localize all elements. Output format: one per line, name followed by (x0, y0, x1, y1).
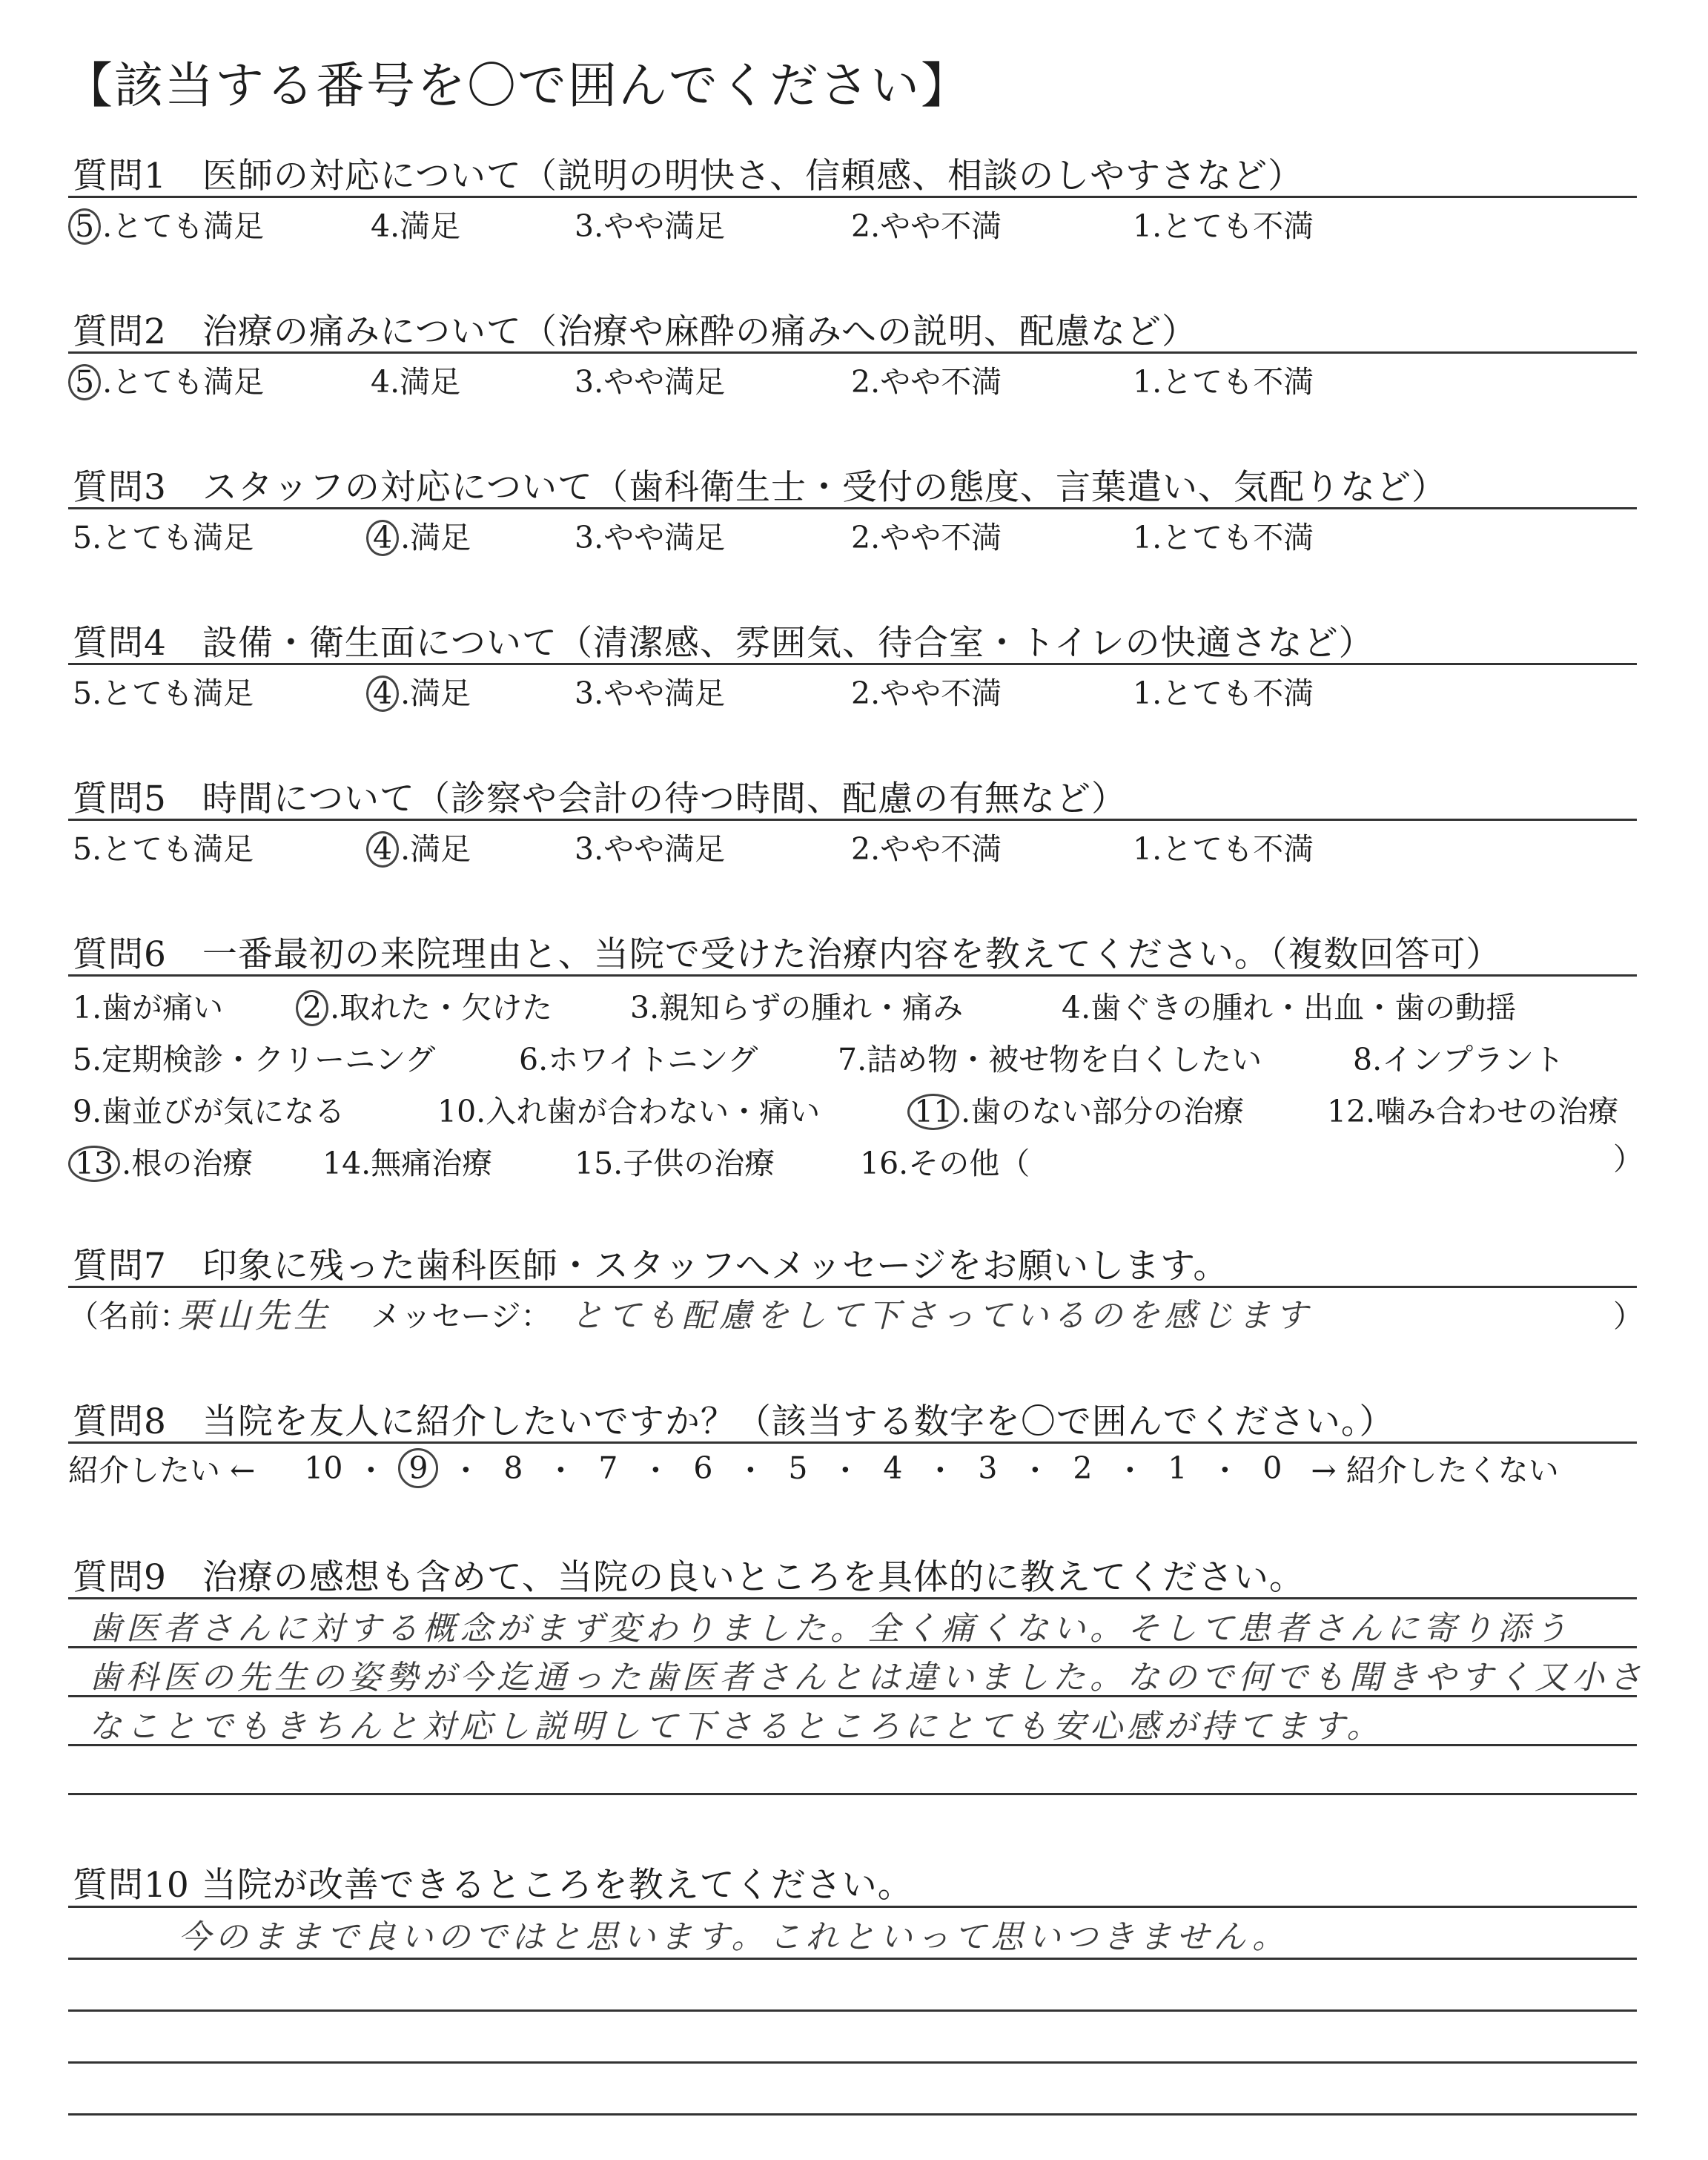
q8-separator: ・ (1209, 1453, 1240, 1488)
q8-scale-value[interactable]: 1 (1168, 1450, 1188, 1486)
q8-scale-value[interactable]: 10 (304, 1450, 343, 1486)
q3-title: 質問3 スタッフの対応について（歯科衛生士・受付の態度、言葉遣い、気配りなど） (73, 467, 1447, 508)
q8-separator: ・ (1114, 1453, 1145, 1488)
option-label: .とても満足 (102, 364, 265, 400)
selected-circle-mark: 4 (366, 676, 399, 712)
q6-option[interactable]: 1.歯が痛い (73, 990, 224, 1025)
q4-rule (68, 663, 1637, 665)
q8-scale-value[interactable]: 8 (503, 1450, 523, 1486)
q9-title: 質問9 治療の感想も含めて、当院の良いところを具体的に教えてください。 (73, 1557, 1305, 1598)
q8-scale-value[interactable]: 6 (693, 1450, 713, 1486)
selected-circle-mark: 4 (366, 831, 399, 868)
selected-circle-mark: 13 (68, 1146, 120, 1182)
q6-option[interactable]: 12.噛み合わせの治療 (1327, 1094, 1619, 1129)
option-label: .満足 (400, 520, 471, 555)
q6-option[interactable]: 4.歯ぐきの腫れ・出血・歯の動揺 (1062, 990, 1517, 1025)
q2-option[interactable]: 1.とても不満 (1133, 364, 1314, 400)
q2-option[interactable]: 2.やや不満 (851, 364, 1002, 400)
q6-option[interactable]: 14.無痛治療 (322, 1146, 493, 1181)
q8-scale-value[interactable]: 3 (978, 1450, 998, 1486)
q1-option[interactable]: 3.やや満足 (575, 208, 726, 244)
q2-title: 質問2 治療の痛みについて（治療や麻酔の痛みへの説明、配慮など） (73, 311, 1198, 352)
q6-option[interactable]: 10.入れ歯が合わない・痛い (437, 1094, 821, 1129)
q5-option[interactable] (371, 825, 471, 868)
q8-scale (68, 1446, 1637, 1490)
q2-option[interactable] (73, 357, 264, 401)
q8-scale-value[interactable]: 7 (598, 1450, 618, 1486)
q9-line-rule (68, 1744, 1637, 1746)
q6-option[interactable]: 9.歯並びが気になる (73, 1094, 345, 1129)
q7-rule (68, 1286, 1637, 1288)
q8-separator: ・ (924, 1453, 956, 1488)
q7-title: 質問7 印象に残った歯科医師・スタッフへメッセージをお願いします。 (73, 1246, 1229, 1287)
q8-scale-value[interactable]: 2 (1073, 1450, 1093, 1486)
q5-rule (68, 819, 1637, 821)
q8-scale-value[interactable]: 4 (883, 1450, 903, 1486)
q8-separator: ・ (735, 1453, 766, 1488)
q7-name-label: （名前： (68, 1298, 190, 1334)
q4-option[interactable]: 2.やや不満 (851, 676, 1002, 711)
option-label: .取れた・欠けた (330, 990, 553, 1025)
q4-option[interactable]: 1.とても不満 (1133, 676, 1314, 711)
q8-right-label: → 紹介したくない (1311, 1453, 1559, 1488)
q1-option[interactable]: 2.やや不満 (851, 208, 1002, 244)
q6-option[interactable]: 7.詰め物・被せ物を白くしたい (838, 1042, 1262, 1077)
q9-answer-line[interactable]: 歯科医の先生の姿勢が今迄通った歯医者さんとは違いました。なので何でも聞きやすく又小さ (89, 1659, 1646, 1697)
q8-separator: ・ (830, 1453, 861, 1488)
q1-rule (68, 196, 1637, 198)
q7-message-value[interactable]: とても配慮をして下さっているのを感じます (571, 1297, 1312, 1335)
q3-option[interactable]: 5.とても満足 (73, 520, 254, 555)
option-label: .歯のない部分の治療 (961, 1094, 1245, 1129)
q9-line-rule (68, 1793, 1637, 1795)
q5-option[interactable]: 1.とても不満 (1133, 831, 1314, 867)
option-label: .根の治療 (122, 1146, 254, 1181)
q4-option[interactable]: 5.とても満足 (73, 676, 254, 711)
q9-answer-line[interactable]: 歯医者さんに対する概念がまず変わりました。全く痛くない。そして患者さんに寄り添う (89, 1610, 1572, 1648)
q8-scale-value[interactable]: 5 (788, 1450, 808, 1486)
option-label: .満足 (400, 676, 471, 711)
q8-left-label: 紹介したい ← (68, 1453, 256, 1488)
q1-option[interactable]: 1.とても不満 (1133, 208, 1314, 244)
q6-title: 質問6 一番最初の来院理由と、当院で受けた治療内容を教えてください。（複数回答可） (73, 934, 1502, 975)
q6-option[interactable]: 3.親知らずの腫れ・痛み (630, 990, 964, 1025)
q9-line-rule (68, 1597, 1637, 1599)
q5-title: 質問5 時間について（診察や会計の待つ時間、配慮の有無など） (73, 779, 1127, 819)
option-label: .満足 (400, 831, 471, 867)
q4-option[interactable] (371, 669, 471, 713)
q4-title: 質問4 設備・衛生面について（清潔感、雰囲気、待合室・トイレの快適さなど） (73, 623, 1374, 664)
page-title: 【該当する番号を〇で囲んでください】 (64, 57, 971, 114)
q3-option[interactable]: 1.とても不満 (1133, 520, 1314, 555)
selected-circle-mark: 4 (366, 520, 399, 556)
q6-option[interactable]: 15.子供の治療 (575, 1146, 775, 1181)
q7-message-label: メッセージ： (371, 1298, 552, 1334)
q1-option[interactable]: 4.満足 (371, 208, 461, 244)
q6-option[interactable] (73, 1139, 253, 1183)
q5-option[interactable]: 3.やや満足 (575, 831, 726, 867)
selected-circle-mark: 5 (68, 208, 101, 245)
selected-circle-mark: 2 (296, 990, 328, 1026)
q5-option[interactable]: 2.やや不満 (851, 831, 1002, 867)
q10-line-rule (68, 1906, 1637, 1908)
q3-option[interactable] (371, 513, 471, 557)
q6-option[interactable]: 16.その他（ (860, 1146, 1030, 1181)
q10-title: 質問10 当院が改善できるところを教えてください。 (73, 1865, 913, 1906)
q6-option[interactable]: 6.ホワイトニング (519, 1042, 758, 1077)
q8-separator: ・ (355, 1453, 386, 1488)
selected-circle-mark: 5 (68, 364, 101, 400)
q8-separator: ・ (545, 1453, 576, 1488)
q3-option[interactable]: 3.やや満足 (575, 520, 726, 555)
q8-rule (68, 1441, 1637, 1444)
q6-option[interactable] (912, 1087, 1244, 1131)
q3-option[interactable]: 2.やや不満 (851, 520, 1002, 555)
q8-separator: ・ (1019, 1453, 1050, 1488)
option-label: .とても満足 (102, 208, 265, 244)
q7-name-value[interactable]: 栗山先生 (178, 1295, 332, 1335)
q2-option[interactable]: 3.やや満足 (575, 364, 726, 400)
q10-line-rule (68, 2061, 1637, 2064)
q6-option[interactable] (300, 983, 552, 1027)
q9-line-rule (68, 1695, 1637, 1697)
q4-option[interactable]: 3.やや満足 (575, 676, 726, 711)
q3-rule (68, 507, 1637, 509)
q1-option[interactable] (73, 202, 264, 245)
q2-option[interactable]: 4.満足 (371, 364, 461, 400)
q10-answer-line[interactable]: 今のままで良いのではと思います。これといって思いつきません。 (178, 1918, 1290, 1956)
q1-title: 質問1 医師の対応について（説明の明快さ、信頼感、相談のしやすさなど） (73, 156, 1304, 196)
q8-scale-value[interactable]: 0 (1262, 1450, 1282, 1486)
q10-line-rule (68, 2113, 1637, 2116)
q8-separator: ・ (640, 1453, 671, 1488)
q6-rule (68, 974, 1637, 977)
q5-option[interactable]: 5.とても満足 (73, 831, 254, 867)
q6-option[interactable]: 5.定期検診・クリーニング (73, 1042, 436, 1077)
q2-rule (68, 351, 1637, 354)
q10-line-rule (68, 2009, 1637, 2012)
q6-other-close: ） (1613, 1141, 1644, 1177)
q7-close: ） (1613, 1298, 1644, 1334)
q8-scale-value[interactable]: 9 (394, 1448, 442, 1488)
q6-option[interactable]: 8.インプラント (1353, 1042, 1565, 1077)
q9-line-rule (68, 1646, 1637, 1648)
q9-answer-line[interactable]: なことでもきちんと対応し説明して下さるところにとても安心感が持てます。 (89, 1708, 1384, 1745)
q10-line-rule (68, 1958, 1637, 1960)
q8-separator: ・ (450, 1453, 481, 1488)
selected-circle-mark: 11 (907, 1094, 959, 1130)
q8-title: 質問8 当院を友人に紹介したいですか？（該当する数字を〇で囲んでください。） (73, 1401, 1395, 1442)
